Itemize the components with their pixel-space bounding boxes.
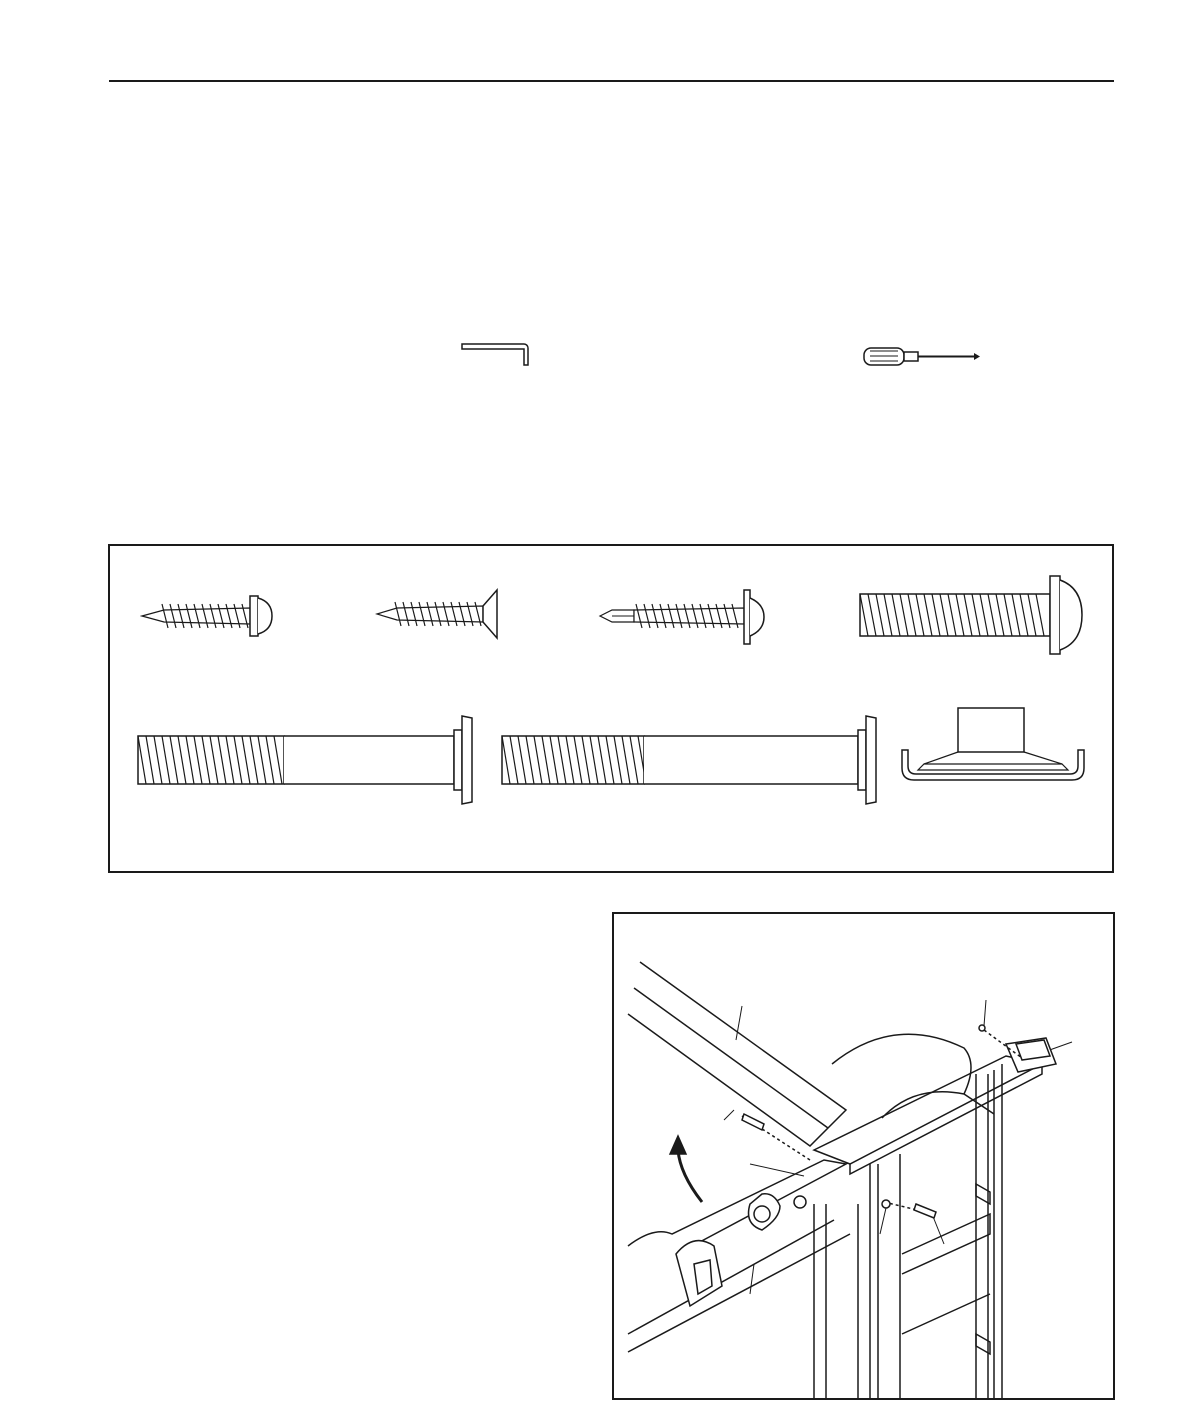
flat-head-screw-icon — [375, 588, 503, 640]
bracket-clip-icon — [898, 704, 1088, 788]
longer-shoulder-bolt-icon — [498, 712, 883, 808]
header-rule — [109, 80, 1114, 82]
pan-head-screw-icon — [140, 592, 275, 640]
screwdriver-icon — [862, 346, 986, 368]
long-shoulder-bolt-icon — [134, 712, 479, 808]
parts-box — [108, 544, 1114, 873]
self-drilling-screw-icon — [598, 586, 768, 646]
hex-key-icon — [460, 340, 532, 368]
button-head-bolt-icon — [856, 574, 1086, 656]
assembly-illustration-icon — [612, 912, 1115, 1400]
